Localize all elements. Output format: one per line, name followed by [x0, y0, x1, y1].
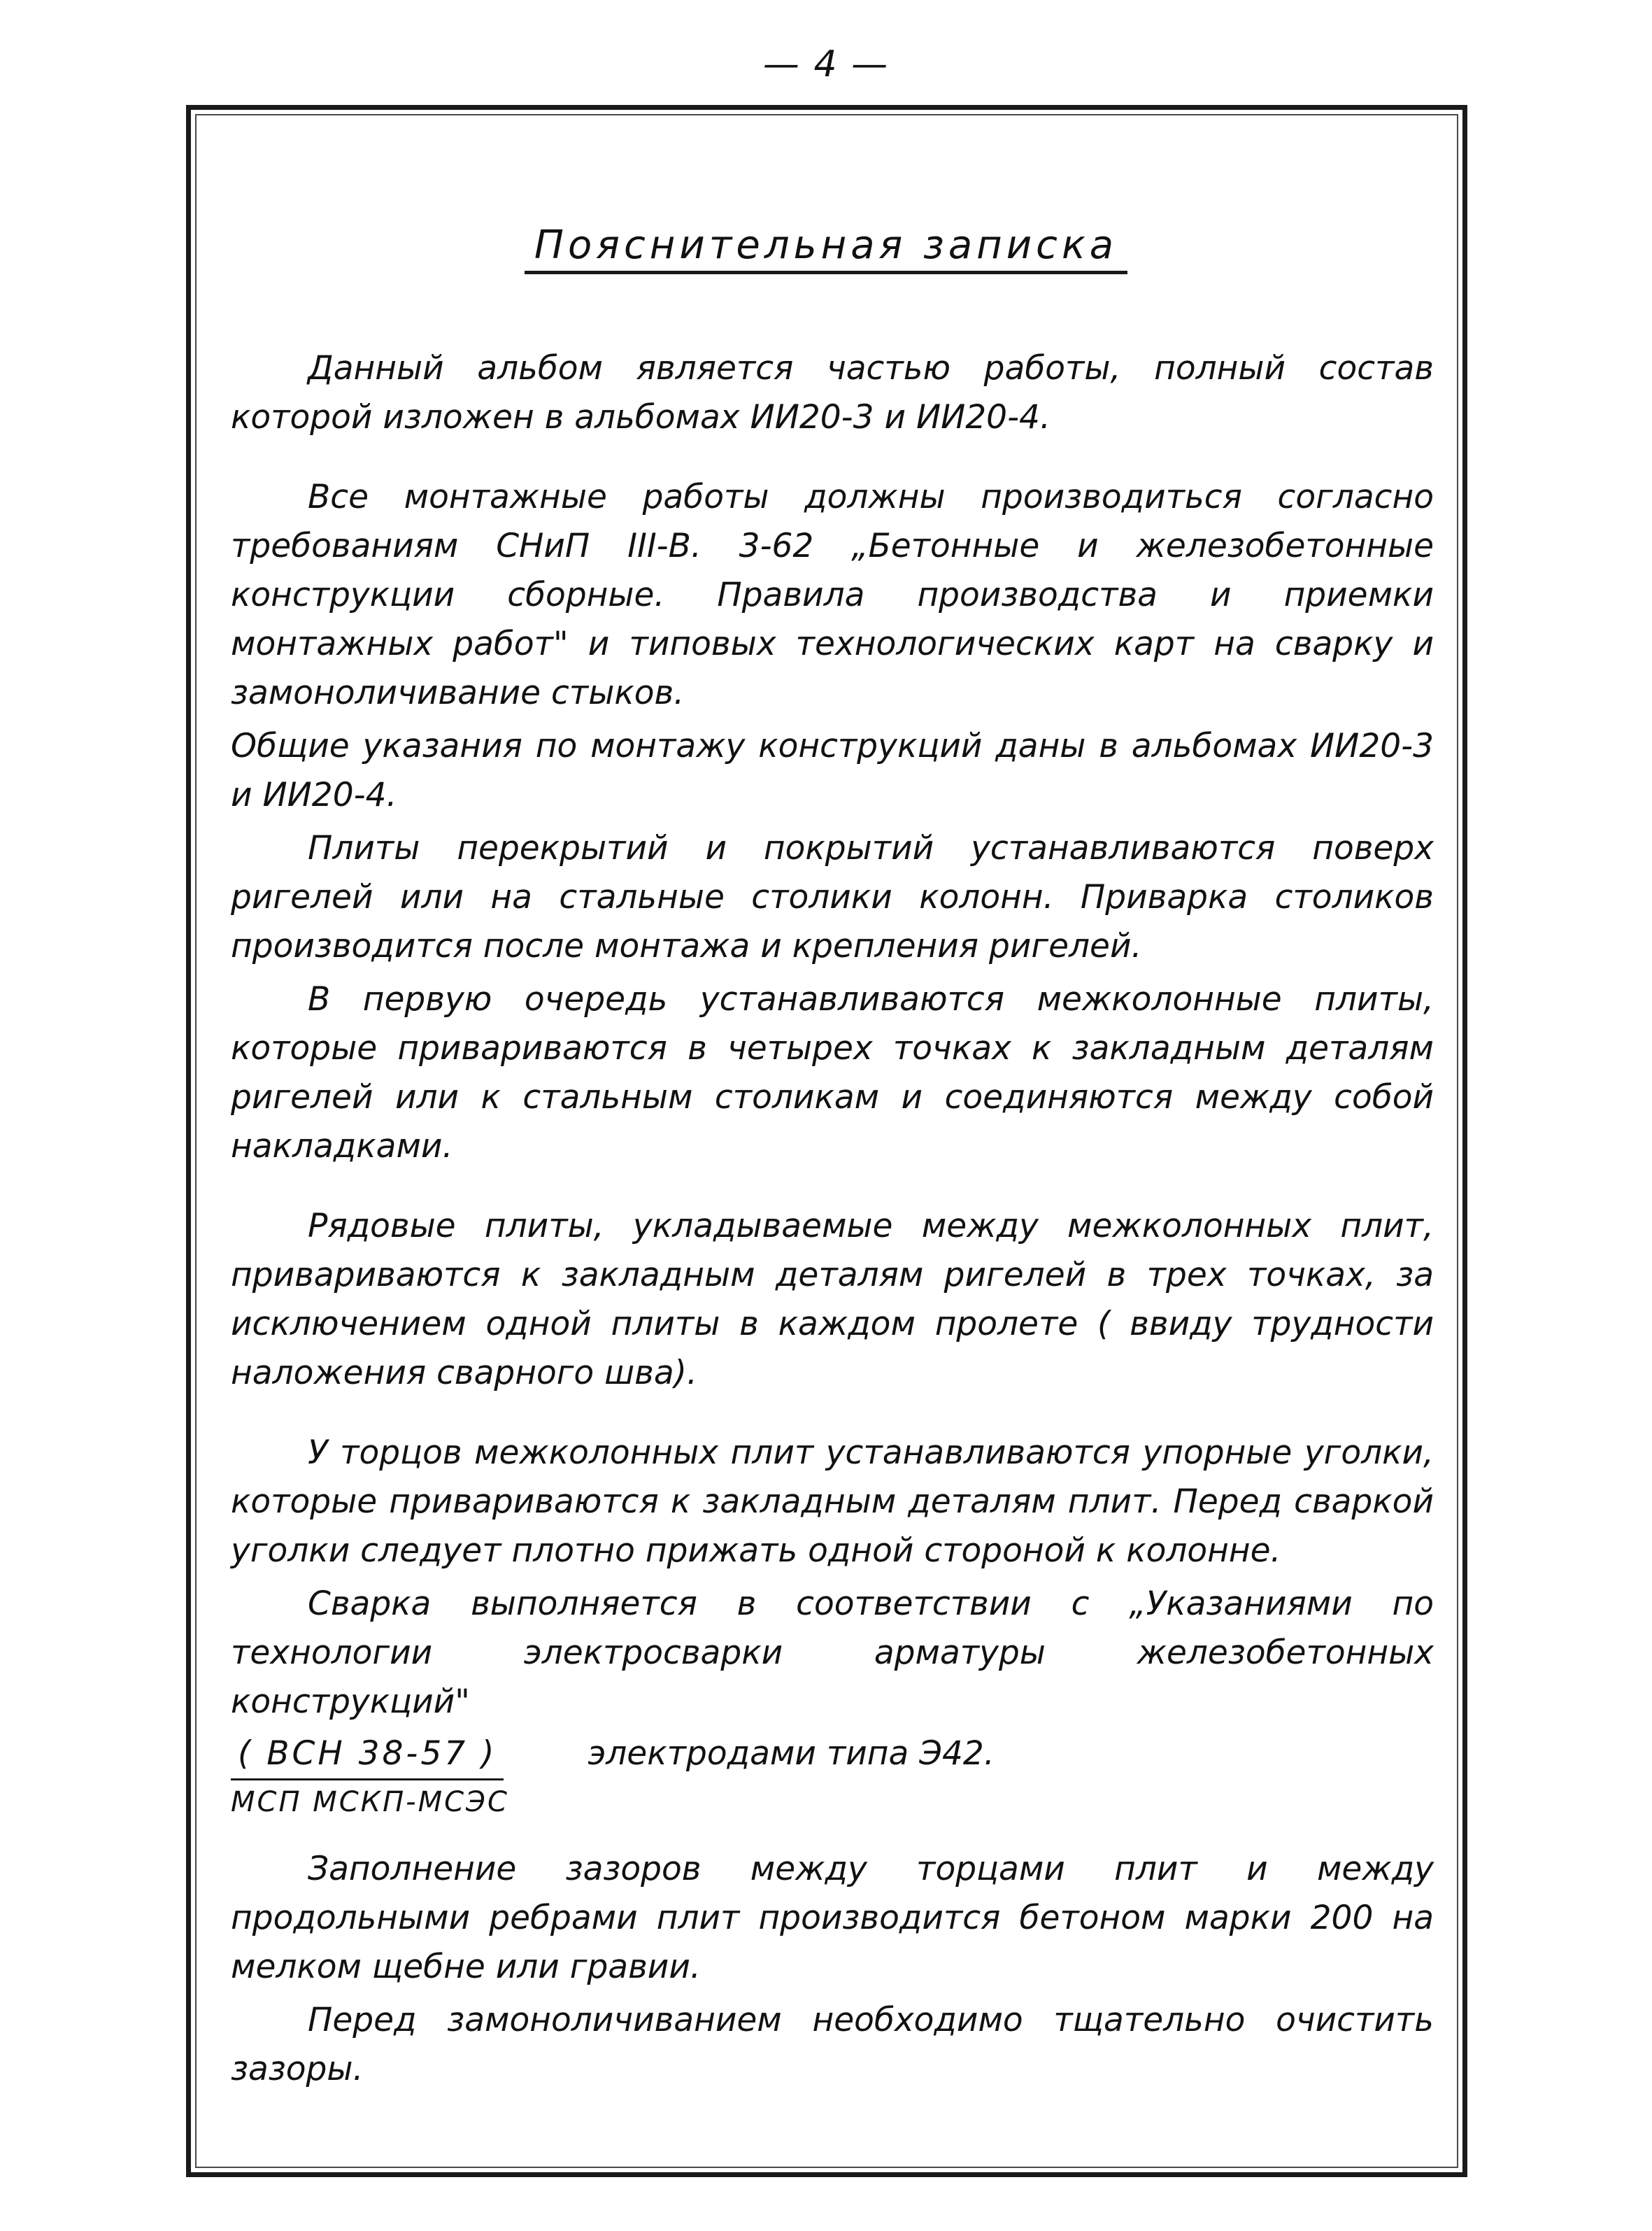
- welding-reference-line: [231, 1729, 1434, 1780]
- paragraph-intercolumn-slabs: В первую очередь устанавливаются межколонные плиты, которые привариваются в четырех точках к закладным деталям ригелей или к стальным столикам и соединяются между собой накладками.: [231, 980, 1434, 1166]
- standard-code: ( ВСН 38-57 ): [231, 1729, 504, 1780]
- document-title: [0, 222, 1652, 268]
- paragraph-gap-filling: Заполнение зазоров между торцами плит и между продольными ребрами плит производится бетоном марки 200 на мелком щебне или гравии.: [231, 1850, 1434, 1986]
- paragraph-row-slabs: Рядовые плиты, укладываемые между межколонных плит, привариваются к закладным деталям ригелей в трех точках, за исключением одной плиты в каждом пролете ( ввиду трудности наложения сварного шва).: [231, 1207, 1434, 1392]
- paragraph-cleaning: Перед замоноличиванием необходимо тщательно очистить зазоры.: [231, 2001, 1434, 2088]
- explanatory-note-body: [231, 344, 1434, 2094]
- document-title-text: Пояснительная записка: [525, 222, 1127, 274]
- paragraph-stop-angles: У торцов межколонных плит устанавливаются упорные уголки, которые привариваются к закладным деталям плит. Перед сваркой уголки следует плотно прижать одной стороной к колонне.: [231, 1433, 1434, 1570]
- paragraph-installation-requirements: Все монтажные работы должны производиться согласно требованиям СНиП III-В. 3-62 „Бетонные и железобетонные конструкции сборные. Правила производства и приемки монтажных работ" и типовых технологических карт на сварку и замоноличивание стыков.: [231, 478, 1434, 712]
- paragraph-welding: Сварка выполняется в соответствии с „Указаниями по технологии электросварки арматуры железобетонных конструкций": [231, 1585, 1434, 1721]
- ministry-reference: МСП МСКП-МСЭС: [231, 1786, 509, 1818]
- paragraph-slab-placement: Плиты перекрытий и покрытий устанавливаются поверх ригелей или на стальные столики колонн. Приварка столиков производится после монтажа и крепления ригелей.: [231, 829, 1434, 965]
- paragraph-album-scope: Данный альбом является частью работы, полный состав которой изложен в альбомах ИИ20-3 и ИИ20-4.: [231, 349, 1434, 437]
- electrode-type: электродами типа Э42.: [588, 1734, 995, 1773]
- page-number: — 4 —: [762, 43, 890, 85]
- paragraph-general-instructions: Общие указания по монтажу конструкций даны в альбомах ИИ20-3 и ИИ20-4.: [231, 727, 1434, 814]
